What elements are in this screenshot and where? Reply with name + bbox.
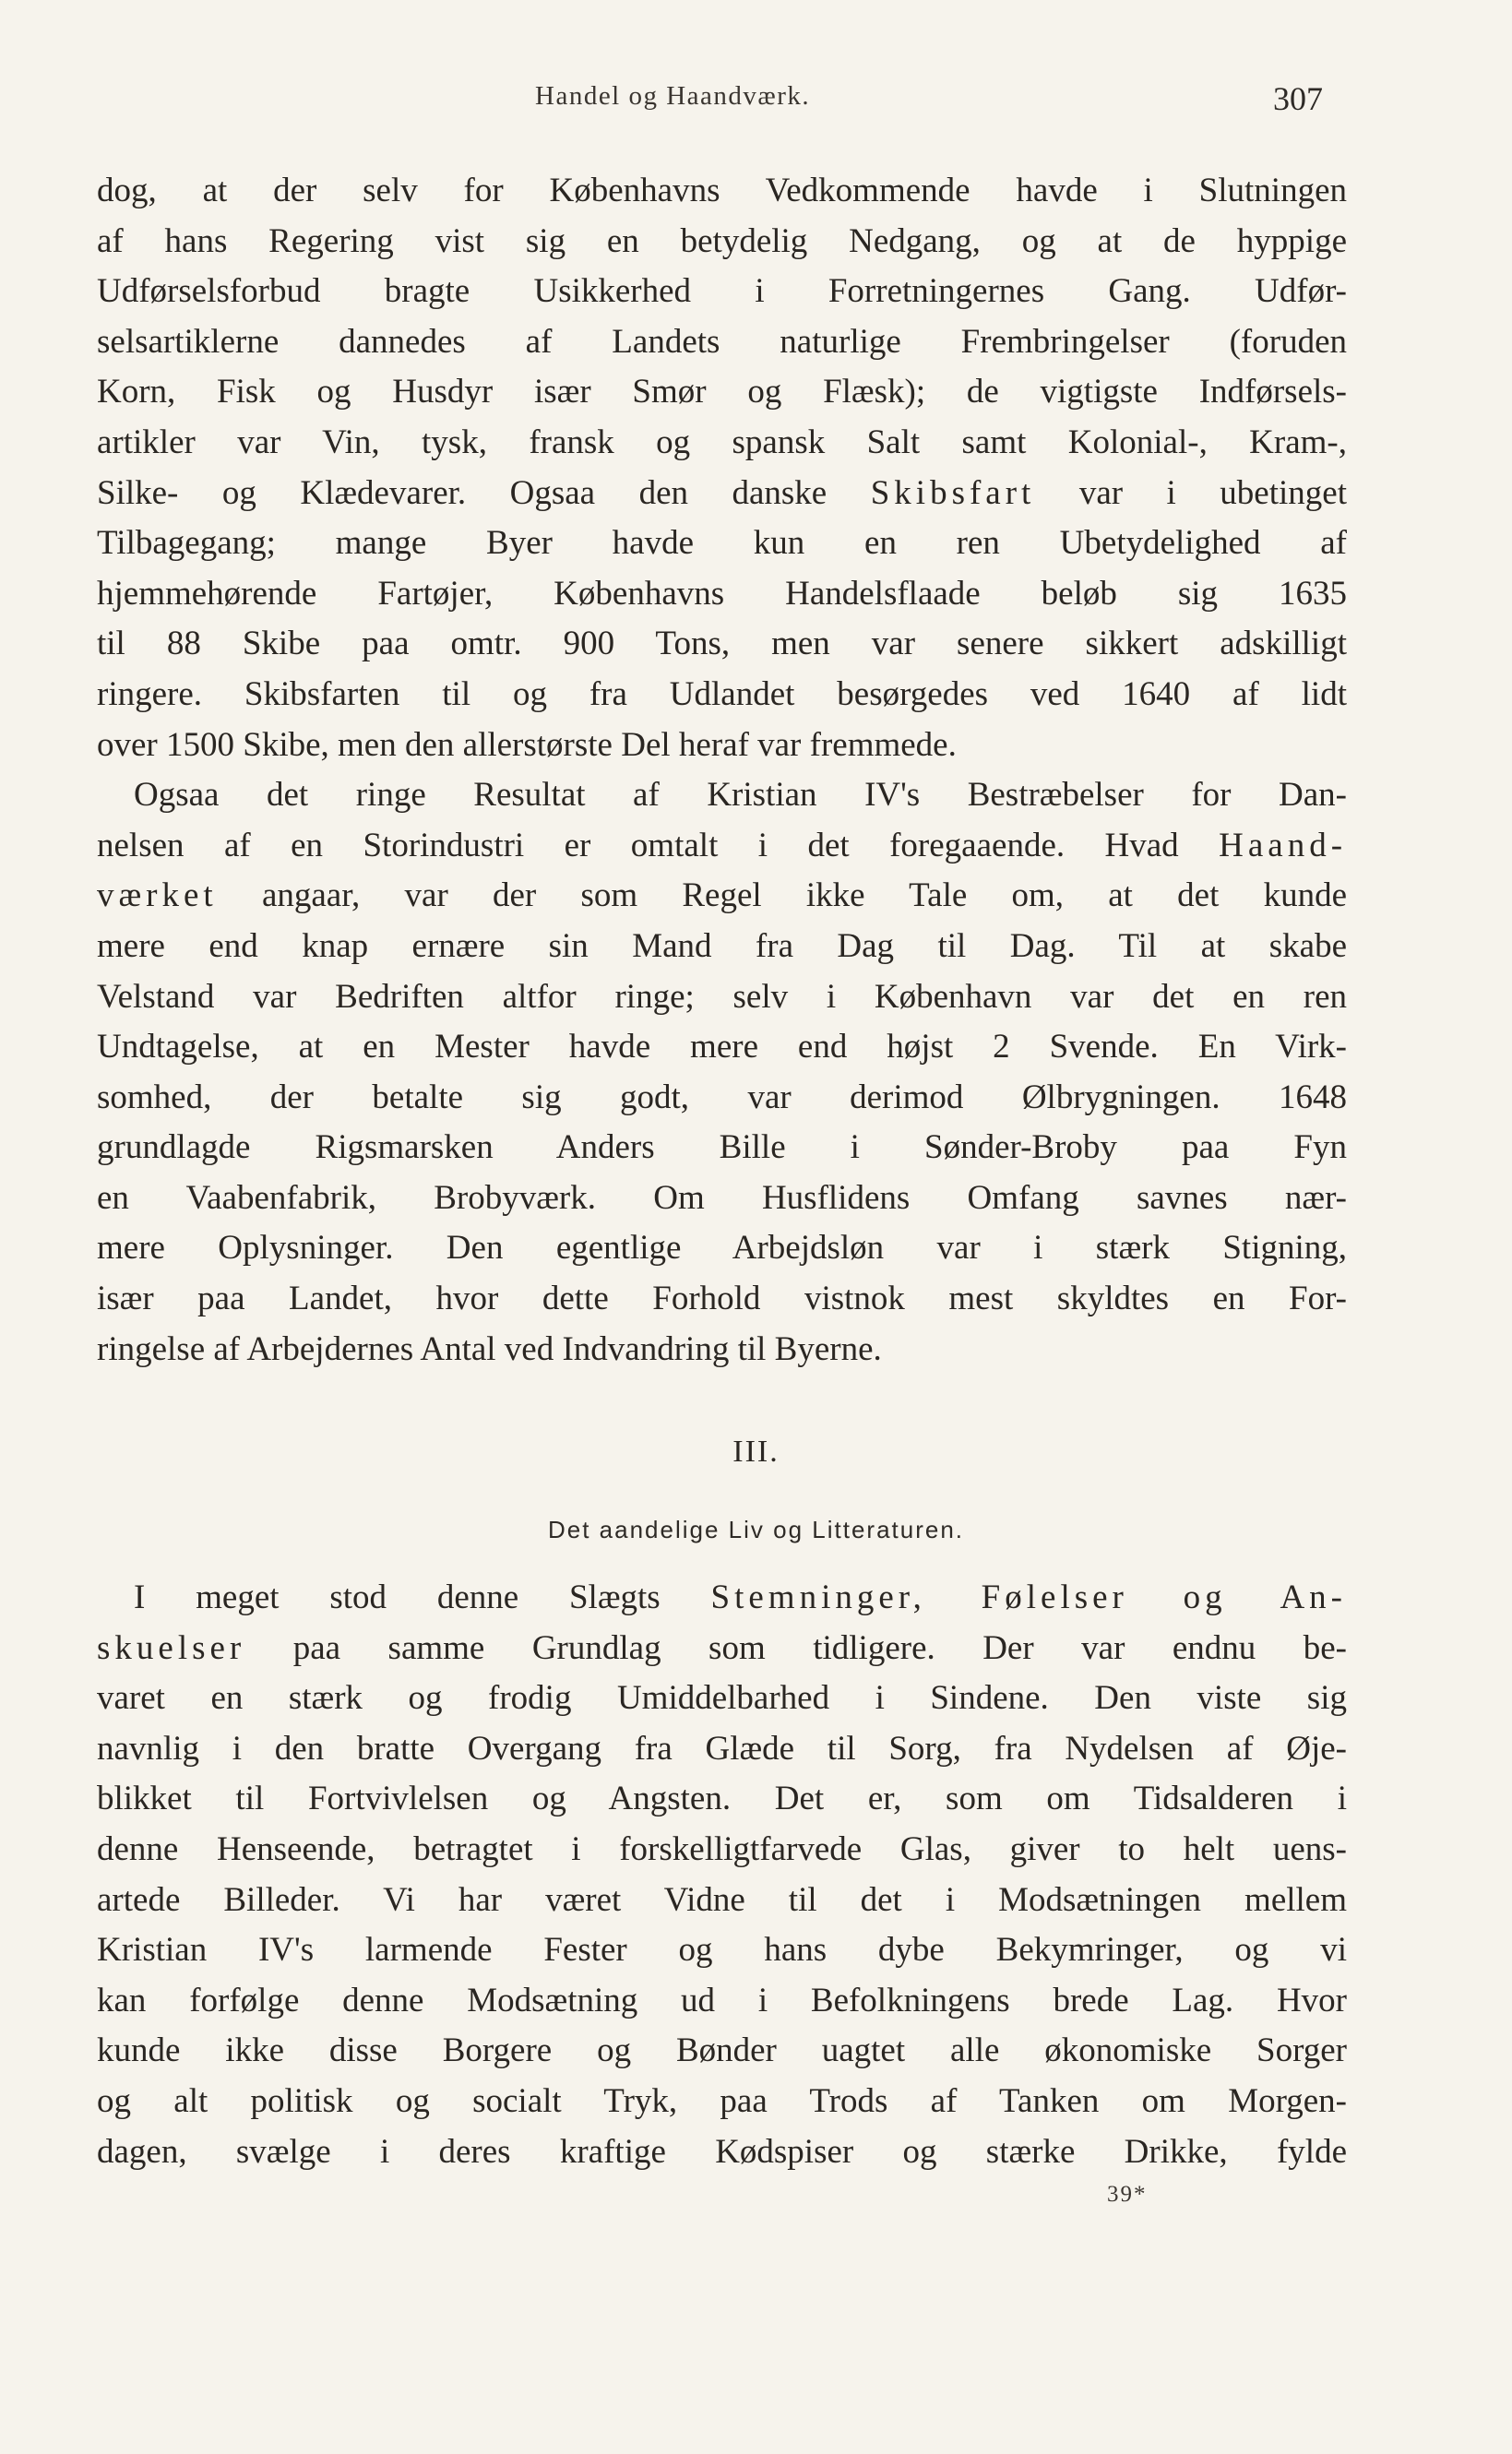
- paragraph-spiritual-life: [97, 1573, 1347, 2177]
- text-line: denne Henseende, betragtet i forskelligtfarvede Glas, giver to helt uens-: [97, 1829, 1347, 1868]
- emphasis-stemninger: Stemninger, Følelser og An-: [710, 1578, 1347, 1616]
- text-line: Udførselsforbud bragte Usikkerhed i Forretningernes Gang. Udfør-: [97, 272, 1347, 311]
- running-head: Handel og Haandværk.: [535, 81, 811, 111]
- text-line: somhed, der betalte sig godt, var derimod Ølbrygningen. 1648: [97, 1078, 1347, 1116]
- emphasis-skibsfart: Skibsfart: [870, 473, 1036, 512]
- text-line: varet en stærk og frodig Umiddelbarhed i Sindene. Den viste sig: [97, 1679, 1347, 1718]
- text-fragment: Silke- og Klædevarer. Ogsaa den danske: [97, 473, 827, 512]
- text-line: en Vaabenfabrik, Brobyværk. Om Husflidens Omfang savnes nær-: [97, 1178, 1347, 1217]
- text-line: blikket til Fortvivlelsen og Angsten. Det er, som om Tidsalderen i: [97, 1780, 1347, 1818]
- text-fragment: nelsen af en Storindustri er omtalt i det foregaaende. Hvad: [97, 826, 1179, 864]
- text-line: grundlagde Rigsmarsken Anders Bille i Sønder-Broby paa Fyn: [97, 1128, 1347, 1167]
- text-line: Ogsaa det ringe Resultat af Kristian IV's Bestræbelser for Dan-: [134, 776, 1347, 815]
- text-line: hjemmehørende Fartøjer, Københavns Handelsflaade beløb sig 1635: [97, 574, 1347, 613]
- emphasis-anskuelser: skuelser: [97, 1628, 246, 1667]
- text-line: Korn, Fisk og Husdyr især Smør og Flæsk); de vigtigste Indførsels-: [97, 373, 1347, 411]
- text-fragment: angaar, var der som Regel ikke Tale om, at det kunde: [261, 876, 1348, 915]
- text-line: dagen, svælge i deres kraftige Kødspiser og stærke Drikke, fylde: [97, 2132, 1347, 2171]
- text-line: Kristian IV's larmende Fester og hans dybe Bekymringer, og vi: [97, 1931, 1347, 1970]
- text-line: navnlig i den bratte Overgang fra Glæde til Sorg, fra Nydelsen af Øje-: [97, 1729, 1347, 1768]
- section-number: III.: [732, 1435, 780, 1469]
- text-line: kunde ikke disse Borgere og Bønder uagtet alle økonomiske Sorger: [97, 2031, 1347, 2070]
- text-line: Undtagelse, at en Mester havde mere end højst 2 Svende. En Virk-: [97, 1028, 1347, 1066]
- text-line: Tilbagegang; mange Byer havde kun en ren Ubetydelighed af: [97, 524, 1347, 563]
- text-line: mere Oplysninger. Den egentlige Arbejdsløn var i stærk Stigning,: [97, 1229, 1347, 1268]
- text-line: [97, 469, 1347, 519]
- main-text-bottom: [97, 1573, 1347, 2177]
- text-line: mere end knap ernære sin Mand fra Dag til Dag. Til at skabe: [97, 926, 1347, 965]
- emphasis-vaerket: værket: [97, 876, 218, 915]
- page-number: 307: [1273, 80, 1323, 117]
- text-line: især paa Landet, hvor dette Forhold vistnok mest skyldtes en For-: [97, 1280, 1347, 1318]
- text-line: kan forfølge denne Modsætning ud i Befolkningens brede Lag. Hvor: [97, 1981, 1347, 2019]
- text-line: selsartiklerne dannedes af Landets naturlige Frembringelser (foruden: [97, 322, 1347, 361]
- text-line: [97, 871, 1347, 922]
- section-title: Det aandelige Liv og Litteraturen.: [547, 1516, 965, 1543]
- paragraph-craft: [97, 770, 1347, 1375]
- text-line: dog, at der selv for Københavns Vedkommende havde i Slutningen: [97, 172, 1347, 209]
- text-line: over 1500 Skibe, men den allerstørste Del heraf var fremmede.: [97, 725, 957, 764]
- text-line: og alt politisk og socialt Tryk, paa Trods af Tanken om Morgen-: [97, 2081, 1347, 2120]
- text-line: ringere. Skibsfarten til og fra Udlandet besørgedes ved 1640 af lidt: [97, 674, 1347, 713]
- paragraph-trade: [97, 166, 1347, 770]
- text-line: til 88 Skibe paa omtr. 900 Tons, men var senere sikkert adskilligt: [97, 625, 1347, 663]
- text-line: [97, 1573, 1347, 1624]
- text-line: artikler var Vin, tysk, fransk og spansk Salt samt Kolonial-, Kram-,: [97, 423, 1347, 461]
- text-fragment: paa samme Grundlag som tidligere. Der var endnu be-: [292, 1628, 1348, 1667]
- text-line: Velstand var Bedriften altfor ringe; selv i København var det en ren: [97, 977, 1347, 1016]
- text-line: artede Billeder. Vi har været Vidne til det i Modsætningen mellem: [97, 1880, 1347, 1919]
- text-fragment: var i ubetinget: [1078, 473, 1347, 512]
- text-line: [97, 821, 1347, 872]
- text-line: [97, 1624, 1347, 1674]
- text-line: af hans Regering vist sig en betydelig Nedgang, og at de hyppige: [97, 221, 1347, 260]
- text-fragment: I meget stod denne Slægts: [134, 1578, 661, 1616]
- main-text-top: [97, 166, 1347, 1375]
- text-line: ringelse af Arbejdernes Antal ved Indvandring til Byerne.: [97, 1329, 882, 1368]
- emphasis-haand: Haand-: [1219, 826, 1348, 864]
- signature-mark: 39*: [1107, 2182, 1148, 2207]
